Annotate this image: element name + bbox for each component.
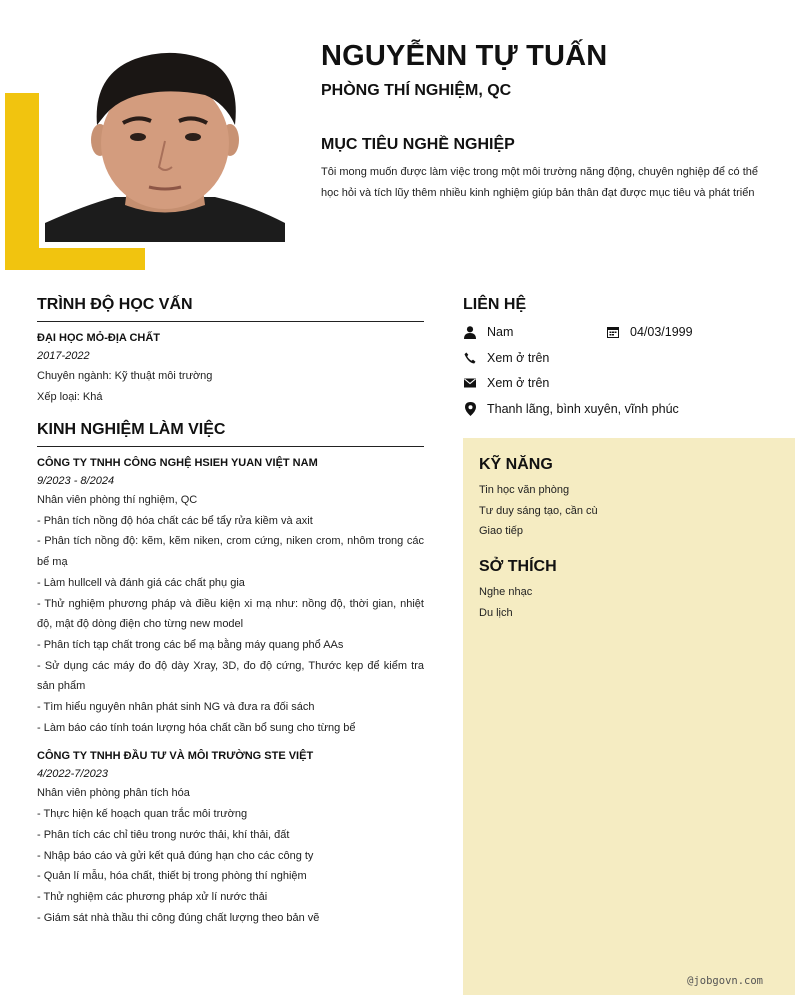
objective-heading: MỤC TIÊU NGHỀ NGHIỆP [321,136,515,153]
dob-value: 04/03/1999 [630,325,693,339]
contact-heading: LIÊN HỆ [463,296,527,313]
job-entry [37,457,424,738]
school-name: ĐẠI HỌC MỎ-ĐỊA CHẤT [37,332,161,344]
job-details [37,783,424,928]
skill-item: Tư duy sáng tạo, cần cù [479,504,598,517]
gender-value: Nam [487,325,514,339]
job-line: - Làm báo cáo tính toán lượng hóa chất cần bổ sung cho từng bể [37,721,356,734]
job-period: 4/2022-7/2023 [37,768,108,781]
job-line: - Sử dụng các máy đo độ dày Xray, 3D, đo độ cứng, Thước kẹp để kiểm tra sản phẩm [37,659,424,693]
hobby-item: Du lịch [479,606,513,619]
contact-dob [606,323,693,341]
job-line: - Phân tích tạp chất trong các bể mạ bằng máy quang phổ AAs [37,638,344,651]
skills-list [479,480,598,542]
job-line: - Làm hullcell và đánh giá các chất phụ gia [37,576,245,589]
education-details [37,366,424,407]
contact-gender [463,323,513,341]
email-value: Xem ở trên [487,376,550,390]
skill-item: Tin học văn phòng [479,484,570,496]
job-line: - Nhập báo cáo và gửi kết quả đúng hạn cho các công ty [37,849,314,862]
location-pin-icon [463,402,477,416]
mail-icon [463,376,477,390]
job-line: Nhân viên phòng thí nghiệm, QC [37,494,198,506]
watermark: @jobgovn.com [687,975,763,987]
skill-item: Giao tiếp [479,525,524,538]
job-line: Nhân viên phòng phân tích hóa [37,787,190,800]
main-column [37,296,424,928]
job-line: - Thử nghiệm phương pháp và điều kiện xi mạ như: nồng độ, thời gian, nhiệt độ, mật độ dòng điện cho từng new model [37,597,424,631]
experience-section [37,421,424,928]
profile-photo [45,45,285,242]
calendar-icon [606,325,620,339]
education-line: Chuyên ngành: Kỹ thuật môi trường [37,370,213,382]
job-line: - Phân tích nồng độ: kẽm, kẽm niken, crom cứng, niken crom, nhôm trong các bể mạ [37,535,424,569]
hobbies-list [479,582,532,623]
job-line: - Thử nghiệm các phương pháp xử lí nước thải [37,890,268,903]
company-name: CÔNG TY TNHH CÔNG NGHỆ HSIEH YUAN VIỆT NAM [37,457,318,469]
person-icon [463,325,477,339]
skills-heading: KỸ NĂNG [479,456,553,473]
job-line: - Phân tích nồng độ hóa chất các bể tẩy rửa kiềm và axit [37,514,313,527]
contact-email [463,374,549,392]
accent-bar-vertical [5,93,39,270]
candidate-name: NGUYỄNN TỰ TUẤN [321,40,608,72]
job-line: - Tìm hiểu nguyên nhân phát sinh NG và đưa ra đối sách [37,701,315,714]
job-position: PHÒNG THÍ NGHIỆM, QC [321,82,512,99]
experience-heading: KINH NGHIỆM LÀM VIỆC [37,421,424,447]
job-period: 9/2023 - 8/2024 [37,475,115,487]
objective-text: Tôi mong muốn được làm việc trong một môi trường năng động, chuyên nghiệp để có thể học hỏi và tích lũy thêm nhiều kinh nghiệm giúp bản thân đạt được mục tiêu và phát triển [321,166,759,199]
job-details [37,490,424,738]
job-line: - Phân tích các chỉ tiêu trong nước thải, khí thải, đất [37,828,290,841]
company-name: CÔNG TY TNHH ĐẦU TƯ VÀ MÔI TRƯỜNG STE VIỆT [37,750,314,763]
hobby-item: Nghe nhạc [479,586,533,598]
address-value: Thanh lãng, bình xuyên, vĩnh phúc [487,402,679,416]
accent-bar-horizontal [5,248,145,270]
hobbies-heading: SỞ THÍCH [479,558,557,575]
contact-phone [463,349,549,367]
education-period: 2017-2022 [37,350,90,362]
contact-address [463,400,679,418]
phone-value: Xem ở trên [487,351,550,365]
education-heading: TRÌNH ĐỘ HỌC VẤN [37,296,424,322]
job-line: - Quản lí mẫu, hóa chất, thiết bị trong phòng thí nghiệm [37,870,307,883]
education-section [37,296,424,407]
job-line: - Giám sát nhà thầu thi công đúng chất lượng theo bản vẽ [37,911,320,924]
job-line: - Thực hiện kế hoạch quan trắc môi trường [37,808,248,821]
phone-icon [463,351,477,365]
education-line: Xếp loại: Khá [37,390,103,403]
job-entry [37,750,424,928]
side-panel [463,438,795,995]
